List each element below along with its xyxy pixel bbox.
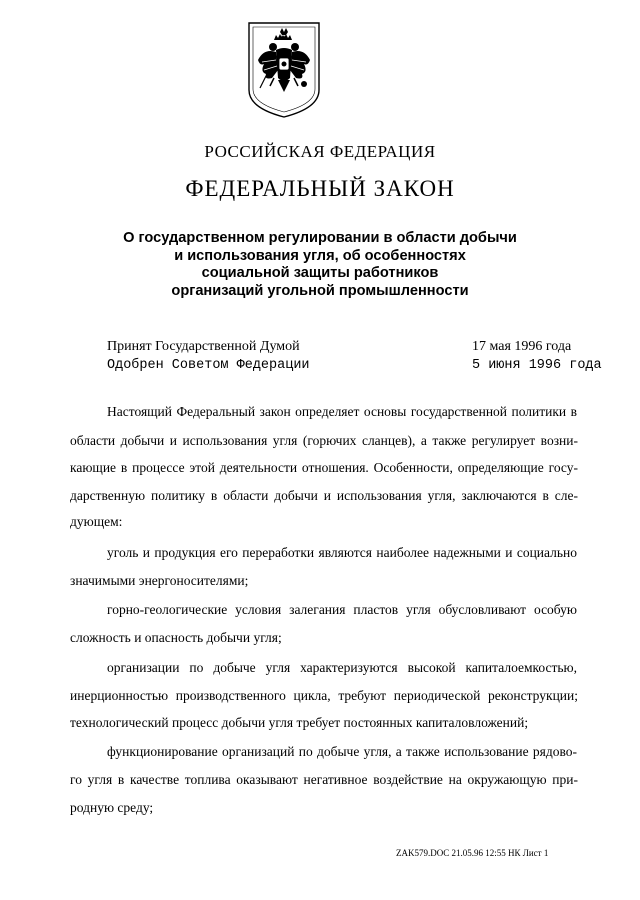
page-footer: ZAK579.DOC 21.05.96 12:55 НК Лист 1 [396, 848, 549, 858]
law-title-line: и использования угля, об особенностях [174, 247, 466, 264]
body-line: технологический процесс добычи угля требует постоянных капиталовложений; [70, 715, 529, 730]
body-line: родную среду; [70, 800, 154, 815]
council-approval-date: 5 июня 1996 года [472, 358, 602, 373]
body-line: инерционностью производственного цикла, требуют периодической реконструкции; [70, 688, 578, 703]
country-heading: РОССИЙСКАЯ ФЕДЕРАЦИЯ [204, 142, 436, 161]
body-line: кающие в процессе этой деятельности отношения. Особенности, определяющие госу- [70, 460, 578, 475]
body-line: уголь и продукция его переработки являются наиболее надежными и социально [107, 545, 577, 560]
body-line: сложность и опасность добычи угля; [70, 630, 282, 645]
council-approval-label: Одобрен Советом Федерации [107, 358, 310, 373]
body-line: области добычи и использования угля (горючих сланцев), а также регулирует возни- [70, 433, 578, 448]
body-line: организации по добыче угля характеризуются высокой капиталоемкостью, [107, 660, 577, 675]
duma-adoption-label: Принят Государственной Думой [107, 339, 300, 354]
law-title-line: О государственном регулировании в области добычи [123, 230, 517, 246]
body-line: функционирование организаций по добыче угля, а также использование рядово- [107, 744, 577, 759]
body-line: дарственную политику в области добычи и использования угля, заключаются в сле- [70, 488, 578, 503]
body-line: Настоящий Федеральный закон определяет основы государственной политики в [107, 404, 577, 419]
law-title-line: организаций угольной промышленности [171, 282, 469, 299]
body-line: значимыми энергоносителями; [70, 573, 249, 588]
body-line: горно-геологические условия залегания пластов угля обусловливают особую [107, 602, 577, 617]
body-line: го угля в качестве топлива оказывают негативное воздействие на окружающую при- [70, 772, 578, 787]
law-type-heading: ФЕДЕРАЛЬНЫЙ ЗАКОН [185, 176, 455, 201]
body-line: дующем: [70, 514, 123, 529]
law-title-line: социальной защиты работников [201, 265, 439, 281]
law-title [110, 230, 530, 300]
coat-of-arms-emblem [246, 20, 322, 120]
duma-adoption-date: 17 мая 1996 года [472, 339, 572, 354]
